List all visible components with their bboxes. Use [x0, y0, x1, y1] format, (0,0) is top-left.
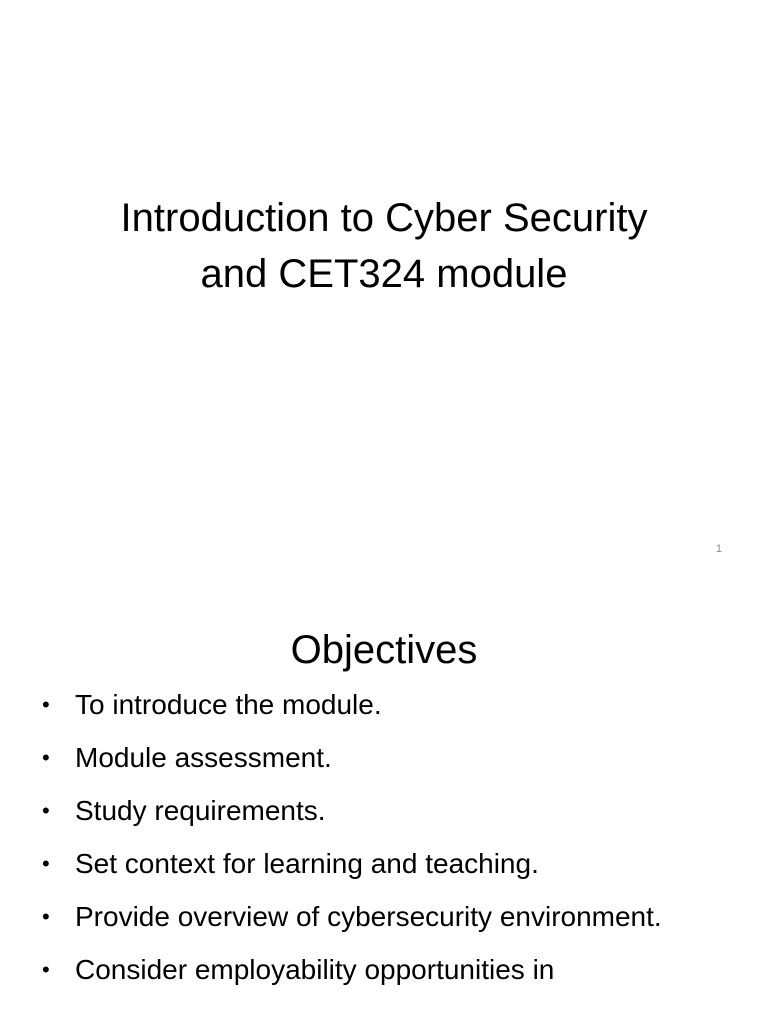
bullet-icon: •: [42, 904, 50, 929]
list-item: [40, 949, 728, 990]
list-item: [40, 896, 728, 937]
bullet-icon: •: [42, 745, 50, 770]
title-line-2: and CET324 module: [200, 252, 568, 296]
objectives-list: [40, 684, 728, 1002]
list-item: [40, 684, 728, 725]
bullet-icon: •: [42, 851, 50, 876]
list-item-text: Module assessment.: [75, 742, 332, 773]
list-item-text: Provide overview of cybersecurity environment.: [75, 901, 662, 932]
list-item: [40, 790, 728, 831]
title-line-1: Introduction to Cyber Security: [120, 196, 648, 240]
list-item: [40, 843, 728, 884]
objectives-slide: [0, 576, 768, 1024]
list-item-text: Consider employability opportunities in: [75, 954, 555, 985]
list-item: [40, 737, 728, 778]
objectives-heading: Objectives: [290, 628, 478, 672]
bullet-icon: •: [42, 798, 50, 823]
bullet-icon: •: [42, 957, 50, 982]
list-item-text: To introduce the module.: [75, 689, 382, 720]
list-item-text: Study requirements.: [75, 795, 326, 826]
slide-number: 1: [715, 543, 722, 555]
bullet-icon: •: [42, 692, 50, 717]
presentation-title: [40, 190, 728, 302]
list-item-text: Set context for learning and teaching.: [75, 848, 539, 879]
